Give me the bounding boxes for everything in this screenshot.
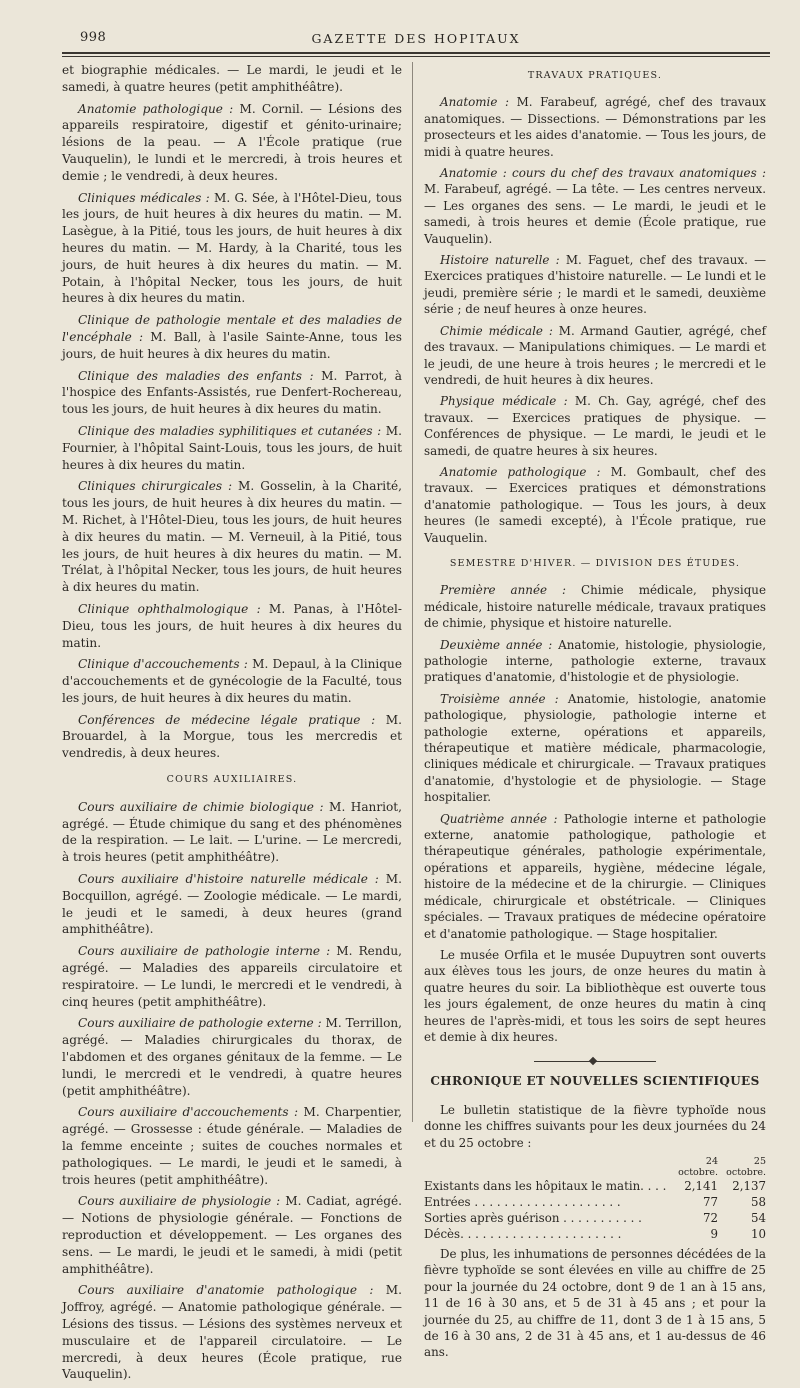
entry-pathologie-externe: Cours auxiliaire de pathologie externe : M. Terrillon, agrégé. — Maladies chirurgicales du thorax, de l'abdomen et des organes génitaux de la femme. — Le lundi, le mercredi et le vendredi, à quatre heures (petit amphithéâtre). [62, 1016, 403, 1098]
table-header-row [424, 1156, 766, 1167]
entry-anatomie-cours: Anatomie : cours du chef des travaux anatomiques : M. Farabeuf, agrégé. — La tête. — Les centres nerveux. — Les organes des sens. — Le mardi, le jeudi et le samedi, à trois heures et demie (École pratique, rue Vauquelin). [424, 166, 766, 246]
entry-clinique-mentale: Clinique de pathologie mentale et des maladies de l'encéphale : M. Ball, à l'asile Sainte-Anne, tous les jours, de huit heures à dix heures du matin. [62, 313, 402, 361]
header-rule-thin [62, 56, 770, 57]
heading-chronique: CHRONIQUE ET NOUVELLES SCIENTIFIQUES [430, 1074, 760, 1089]
entry-anatomie-pathologique-aux: Cours auxiliaire d'anatomie pathologique : M. Joffroy, agrégé. — Anatomie pathologique générale. — Lésions des tissus. — Lésions des systèmes nerveux et musculaire et de l'appareil circulatoire. — Le mercredi, à deux heures (École pratique, rue Vauquelin). [62, 1283, 402, 1382]
table-row: Décès. . . . . . . . . . . . . . . . . . . . . . 9 10 [424, 1226, 766, 1241]
entry-pathologie-interne: Cours auxiliaire de pathologie interne : M. Rendu, agrégé. — Maladies des appareils circulatoire et respiratoire. — Le lundi, le mercredi et le vendredi, à cinq heures (petit amphithéâtre). [62, 944, 402, 1009]
entry-cliniques-chirurgicales: Cliniques chirurgicales : M. Gosselin, à la Charité, tous les jours, de huit heures à dix heures du matin. — M. Richet, à l'Hôtel-Dieu, tous les jours, de huit heures à dix heures du matin. — M. Verneuil, à la Pitié, tous les jours, de huit heures à dix heures du matin. — M. Trélat, à l'hôpital Necker, tous les jours, de huit heures à dix heures du matin. [62, 479, 402, 595]
entry-medecine-legale: Conférences de médecine légale pratique : M. Brouardel, à la Morgue, tous les mercredis et vendredis, à deux heures. [62, 712, 403, 761]
entry-physique-medicale: Physique médicale : M. Ch. Gay, agrégé, chef des travaux. — Exercices pratiques de physique. — Conférences de physique. — Le mardi, le jeudi et le samedi, de quatre heures à six heures. [424, 394, 766, 458]
table-row: Entrées . . . . . . . . . . . . . . . . . . . . 77 58 [424, 1194, 766, 1209]
header-rule-thick [62, 52, 770, 54]
entry-cliniques-medicales: Cliniques médicales : M. G. Sée, à l'Hôtel-Dieu, tous les jours, de huit heures à dix heures du matin. — M. Lasègue, à la Pitié, tous les jours, de huit heures à dix heures du matin. — M. Hardy, à la Charité, tous les jours, de huit heures à dix heures du matin. — M. Potain, à l'hôpital Necker, tous les jours, de huit heures à dix heures du matin. [62, 190, 402, 306]
entry-anatomie: Anatomie : M. Farabeuf, agrégé, chef des travaux anatomiques. — Dissections. — Démonstrations par les prosecteurs et les aides d'anatomie. — Tous les jours, de midi à quatre heures. [424, 95, 766, 159]
entry-chimie-biologique: Cours auxiliaire de chimie biologique : M. Hanriot, agrégé. — Étude chimique du sang et des phénomènes de la respiration. — Le lait. — L'urine. — Le mercredi, à trois heures (petit amphithéâtre). [62, 799, 402, 865]
entry-accouchements: Cours auxiliaire d'accouchements : M. Charpentier, agrégé. — Grossesse : étude générale. — Maladies de la femme enceinte ; suites de couches normales et pathologiques. — Le mardi, le jeudi et le samedi, à trois heures (petit amphithéâtre). [62, 1105, 402, 1187]
col-24-month: octobre. [678, 1166, 718, 1178]
table-row: Existants dans les hôpitaux le matin. . . . 2,141 2,137 [424, 1178, 766, 1193]
entry-histoire-naturelle: Cours auxiliaire d'histoire naturelle médicale : M. Bocquillon, agrégé. — Zoologie médicale. — Le mardi, le jeudi et le samedi, à deux heures (grand amphithéâtre). [62, 872, 402, 937]
paragraph-musees: Le musée Orfila et le musée Dupuytren sont ouverts aux élèves tous les jours, de onze heures du matin à quatre heures du soir. La bibliothèque est ouverte tous les jours également, de onze heures du matin à cinq heures de l'après-midi, et tous les soirs de sept heures et demie à dix heures. [424, 947, 766, 1044]
paragraph-inhumations: De plus, les inhumations de personnes décédées de la fièvre typhoïde se sont élevées en ville au chiffre de 25 pour la journée du 24 octobre, dont 9 de 1 an à 15 ans, 11 de 16 à 30 ans, et 5 de 31 à 45 ans ; et pour la journée du 25, au chiffre de 11, dont 3 de 1 à 15 ans, 5 de 16 à 30 ans, 2 de 31 à 45 ans, et 1 au-dessus de 46 ans. [424, 1246, 766, 1360]
column-divider [412, 62, 413, 1122]
entry-clinique-accouchements: Clinique d'accouchements : M. Depaul, à la Clinique d'accouchements et de gynécologie de la Faculté, tous les jours, de huit heures à dix heures du matin. [62, 657, 402, 705]
right-column [424, 60, 766, 1366]
section-heading-semestre: SEMESTRE D'HIVER. — DIVISION DES ÉTUDES. [449, 557, 741, 569]
section-heading-cours-auxiliaires: COURS AUXILIAIRES. [166, 774, 298, 786]
col-25-day: 25 [753, 1155, 766, 1167]
typhoid-statistics-table [424, 1156, 766, 1242]
page-number: 998 [80, 30, 107, 45]
entry-chimie-medicale: Chimie médicale : M. Armand Gautier, agrégé, chef des travaux. — Manipulations chimiques. — Le mardi et le jeudi, de une heure à trois heures ; le mercredi et le vendredi, de huit heures à dix heures. [424, 323, 766, 387]
entry-troisieme-annee: Troisième année : Anatomie, histologie, anatomie pathologique, physiologie, pathologie interne et pathologie externe, opérations et appareils, thérapeutique et matière médicale, pharmacologie, cliniques médicale et chirurgicale. — Travaux pratiques d'anatomie, d'hystologie et de physiologie. — Stage hospitalier. [424, 691, 766, 805]
entry-clinique-syphilitiques: Clinique des maladies syphilitiques et cutanées : M. Fournier, à l'hôpital Saint-Louis, tous les jours, de huit heures à dix heures du matin. [62, 423, 403, 472]
entry-clinique-ophthalmologique: Clinique ophthalmologique : M. Panas, à l'Hôtel-Dieu, tous les jours, de huit heures à dix heures du matin. [62, 601, 402, 650]
page-header [62, 28, 770, 50]
entry-anatomie-pathologique-tp: Anatomie pathologique : M. Gombault, chef des travaux. — Exercices pratiques et démonstrations d'anatomie pathologique. — Tous les jours, à deux heures (le samedi excepté), à l'École pratique, rue Vauquelin. [424, 464, 766, 545]
entry-quatrieme-annee: Quatrième année : Pathologie interne et pathologie externe, anatomie pathologique, pathologie et thérapeutique générales, pathologie expérimentale, opérations et appareils, hygiène, médecine légale, histoire de la médecine et de la chirurgie. — Cliniques médicale, chirurgicale et obstétricale. — Cliniques spéciales. — Travaux pratiques de médecine opératoire et d'anatomie pathologique. — Stage hospitalier. [424, 811, 766, 941]
table-header-row [424, 1167, 766, 1178]
col-25-month: octobre. [726, 1166, 766, 1178]
section-ornament [424, 1055, 766, 1069]
publication-title: GAZETTE DES HOPITAUX [311, 31, 521, 46]
entry-anatomie-pathologique: Anatomie pathologique : M. Cornil. — Lésions des appareils respiratoire, digestif et génito-urinaire; lésions de la peau. — A l'École pratique (rue Vauquelin), le lundi et le mercredi, à trois heures et demie ; le vendredi, à deux heures. [62, 101, 402, 183]
left-column [62, 62, 402, 1388]
section-heading-travaux-pratiques: TRAVAUX PRATIQUES. [527, 70, 663, 81]
col-24-day: 24 [705, 1155, 718, 1167]
entry-premiere-annee: Première année : Chimie médicale, physique médicale, histoire naturelle médicale, travaux pratiques de chimie, physique et histoire naturelle. [424, 583, 767, 631]
entry-clinique-enfants: Clinique des maladies des enfants : M. Parrot, à l'hospice des Enfants-Assistés, rue Denfert-Rochereau, tous les jours, de huit heures à dix heures du matin. [62, 368, 402, 417]
entry-physiologie: Cours auxiliaire de physiologie : M. Cadiat, agrégé. — Notions de physiologie générale. — Fonctions de reproduction et développement. — Les organes des sens. — Le mardi, le jeudi et le samedi, à midi (petit amphithéâtre). [62, 1194, 402, 1276]
paragraph-bulletin: Le bulletin statistique de la fièvre typhoïde nous donne les chiffres suivants pour les deux journées du 24 et du 25 octobre : [424, 1102, 766, 1150]
table-row: Sorties après guérison . . . . . . . . . . . 72 54 [424, 1210, 766, 1225]
entry-histoire-naturelle-tp: Histoire naturelle : M. Faguet, chef des travaux. — Exercices pratiques d'histoire naturelle. — Le lundi et le jeudi, première série ; le mardi et le samedi, deuxième série ; de neuf heures à onze heures. [424, 253, 766, 317]
entry-deuxieme-annee: Deuxième année : Anatomie, histologie, physiologie, pathologie interne, pathologie externe, travaux pratiques d'anatomie, d'histologie et de physiologie. [424, 637, 766, 685]
paragraph: et biographie médicales. — Le mardi, le jeudi et le samedi, à quatre heures (petit amphithéâtre). [62, 63, 402, 94]
